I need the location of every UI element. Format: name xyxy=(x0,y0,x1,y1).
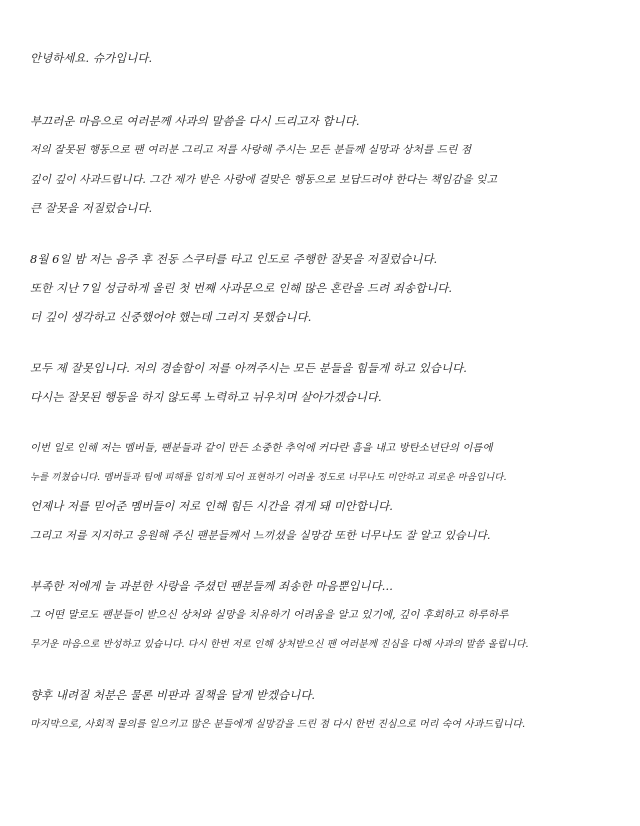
letter-line: 부족한 저에게 늘 과분한 사랑을 주셨던 팬분들께 죄송한 마음뿐입니다... xyxy=(30,579,393,593)
greeting-paragraph xyxy=(30,44,626,73)
letter-line: 더 깊이 생각하고 신중했어야 했는데 그러지 못했습니다. xyxy=(30,310,312,324)
letter-line: 저의 잘못된 행동으로 팬 여러분 그리고 저를 사랑해 주시는 모든 분들께 실망과 상처를 드린 점 xyxy=(30,144,472,156)
letter-line: 또한 지난 7일 성급하게 올린 첫 번째 사과문으로 인해 많은 혼란을 드려 죄송합니다. xyxy=(30,281,453,295)
fans-paragraph xyxy=(30,572,626,659)
letter-line: 안녕하세요. 슈가입니다. xyxy=(30,51,153,65)
letter-line: 향후 내려질 처분은 물론 비판과 질책을 달게 받겠습니다. xyxy=(30,688,316,702)
closing-paragraph xyxy=(30,681,626,739)
letter-line: 모두 제 잘못입니다. 저의 경솔함이 저를 아껴주시는 모든 분들을 힘들게 하고 있습니다. xyxy=(30,361,467,375)
letter-line: 마지막으로, 사회적 물의를 일으키고 많은 분들에게 실망감을 드린 점 다시 한번 진심으로 머리 숙여 사과드립니다. xyxy=(30,719,526,730)
letter-line: 무거운 마음으로 반성하고 있습니다. 다시 한번 저로 인해 상처받으신 팬 여러분께 진심을 다해 사과의 말씀 올립니다. xyxy=(30,639,529,650)
letter-line: 이번 일로 인해 저는 멤버들, 팬분들과 같이 만든 소중한 추억에 커다란 흠을 내고 방탄소년단의 이름에 xyxy=(30,442,493,454)
letter-line: 그리고 저를 지지하고 응원해 주신 팬분들께서 느끼셨을 실망감 또한 너무나도 잘 알고 있습니다. xyxy=(30,529,491,542)
letter-line: 그 어떤 말로도 팬분들이 받으신 상처와 실망을 치유하기 어려움을 알고 있기에, 깊이 후회하고 하루하루 xyxy=(30,609,509,621)
letter-line: 깊이 깊이 사과드립니다. 그간 제가 받은 사랑에 걸맞은 행동으로 보답드려야 한다는 책임감을 잊고 xyxy=(30,173,498,186)
letter-line: 8월 6일 밤 저는 음주 후 전동 스쿠터를 타고 인도로 주행한 잘못을 저질렀습니다. xyxy=(30,252,438,266)
letter-line: 언제나 저를 믿어준 멤버들이 저로 인해 힘든 시간을 겪게 돼 미안합니다. xyxy=(30,499,393,513)
members-paragraph xyxy=(30,434,626,550)
letter-line: 다시는 잘못된 행동을 하지 않도록 노력하고 뉘우치며 살아가겠습니다. xyxy=(30,390,382,404)
letter-line: 큰 잘못을 저질렀습니다. xyxy=(30,201,153,215)
letter-line: 부끄러운 마음으로 여러분께 사과의 말씀을 다시 드리고자 합니다. xyxy=(30,114,360,128)
apology-paragraph xyxy=(30,107,626,223)
responsibility-paragraph xyxy=(30,354,626,412)
incident-paragraph xyxy=(30,245,626,332)
letter-line: 누를 끼쳤습니다. 멤버들과 팀에 피해를 입히게 되어 표현하기 어려울 정도로 너무나도 미안하고 괴로운 마음입니다. xyxy=(30,472,507,483)
